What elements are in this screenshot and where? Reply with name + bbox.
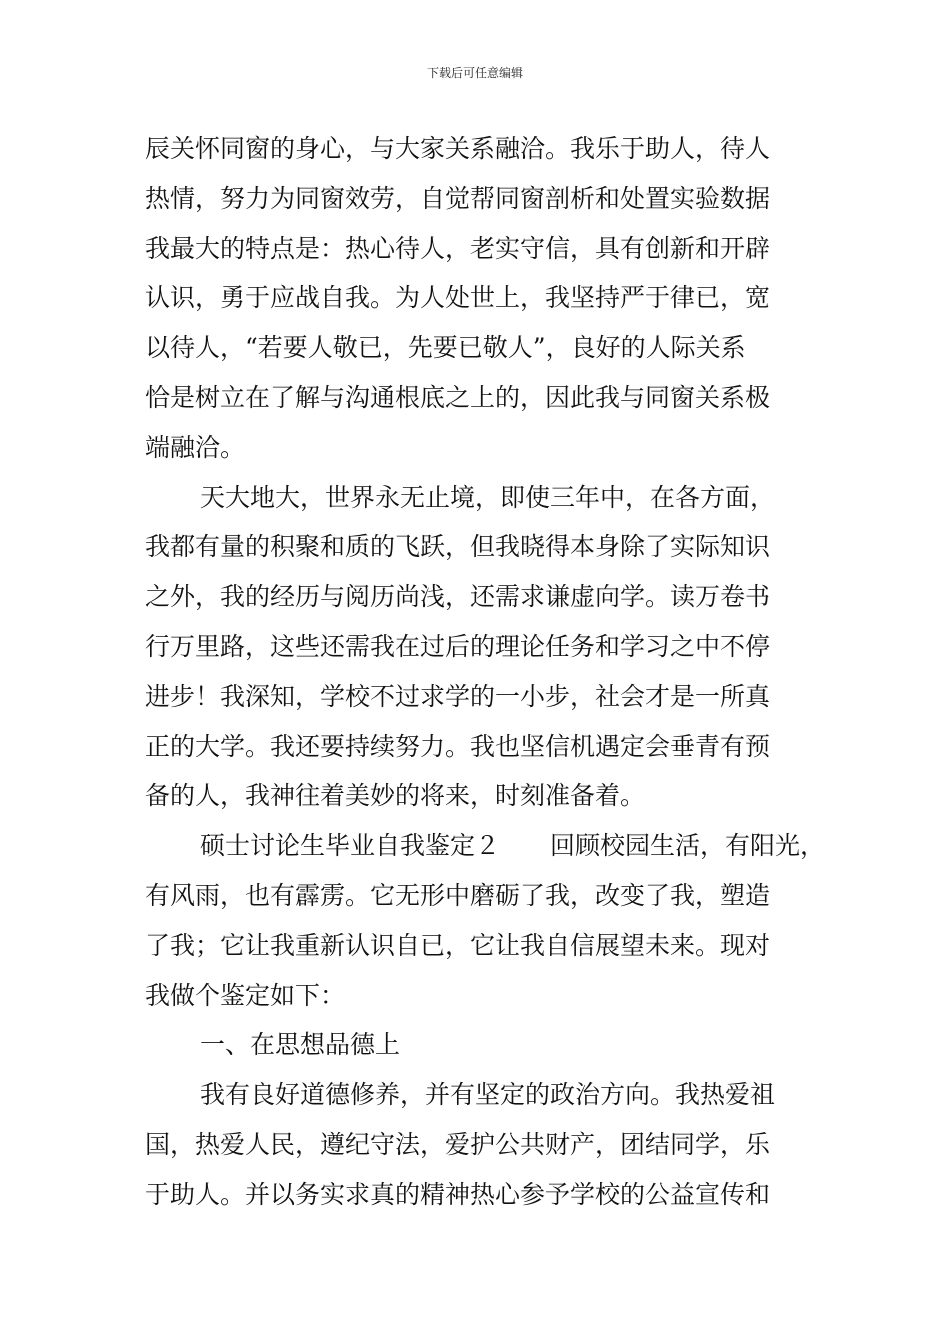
- text-line: 天大地大，世界永无止境，即使三年中，在各方面，: [200, 482, 776, 512]
- text-line: 我做个鉴定如下：: [145, 980, 346, 1010]
- text-line: 辰关怀同窗的身心，与大家关系融洽。我乐于助人，待人: [145, 134, 771, 163]
- text-line: 认识，勇于应战自我。为人处世上，我坚持严于律已，宽: [145, 283, 771, 313]
- page-header: 下载后可任意编辑: [426, 66, 523, 80]
- text-line: 有风雨，也有霹雳。它无形中磨砺了我，改变了我，塑造: [145, 880, 771, 910]
- text-line: 热情，努力为同窗效劳，自觉帮同窗剖析和处置实验数据: [145, 183, 771, 213]
- text-line: 正的大学。我还要持续努力。我也坚信机遇定会垂青有预: [145, 731, 771, 761]
- text-line: 了我；它让我重新认识自已，它让我自信展望未来。现对: [145, 930, 771, 960]
- text-line: 我有良好道德修养，并有坚定的政治方向。我热爱祖: [200, 1080, 776, 1110]
- text-line: 我都有量的积聚和质的飞跃，但我晓得本身除了实际知识: [145, 532, 771, 562]
- text-line: 之外，我的经历与阅历尚浅，还需求谦虚向学。读万卷书: [145, 582, 771, 612]
- text-line: 进步！我深知，学校不过求学的一小步，社会才是一所真: [145, 681, 771, 711]
- text-line: 国，热爱人民，遵纪守法，爱护公共财产，团结同学，乐: [145, 1129, 771, 1159]
- text-line: 备的人，我神往着美妙的将来，时刻准备着。: [145, 781, 646, 811]
- text-line: 硕士讨论生毕业自我鉴定２ 回顾校园生活，有阳光，: [200, 831, 826, 861]
- text-line: 恰是树立在了解与沟通根底之上的，因此我与同窗关系极: [145, 382, 771, 412]
- text-line: 我最大的特点是：热心待人，老实守信，具有创新和开辟: [145, 233, 771, 263]
- document-body: [145, 124, 825, 1220]
- text-line: 于助人。并以务实求真的精神热心参予学校的公益宣传和: [145, 1179, 771, 1209]
- section-heading: 一、在思想品德上: [200, 1030, 401, 1060]
- text-line: 端融洽。: [145, 432, 246, 462]
- text-line: 以待人，“若要人敬已，先要已敬人”，良好的人际关系: [145, 333, 746, 363]
- text-line: 行万里路，这些还需我在过后的理论任务和学习之中不停: [145, 631, 771, 661]
